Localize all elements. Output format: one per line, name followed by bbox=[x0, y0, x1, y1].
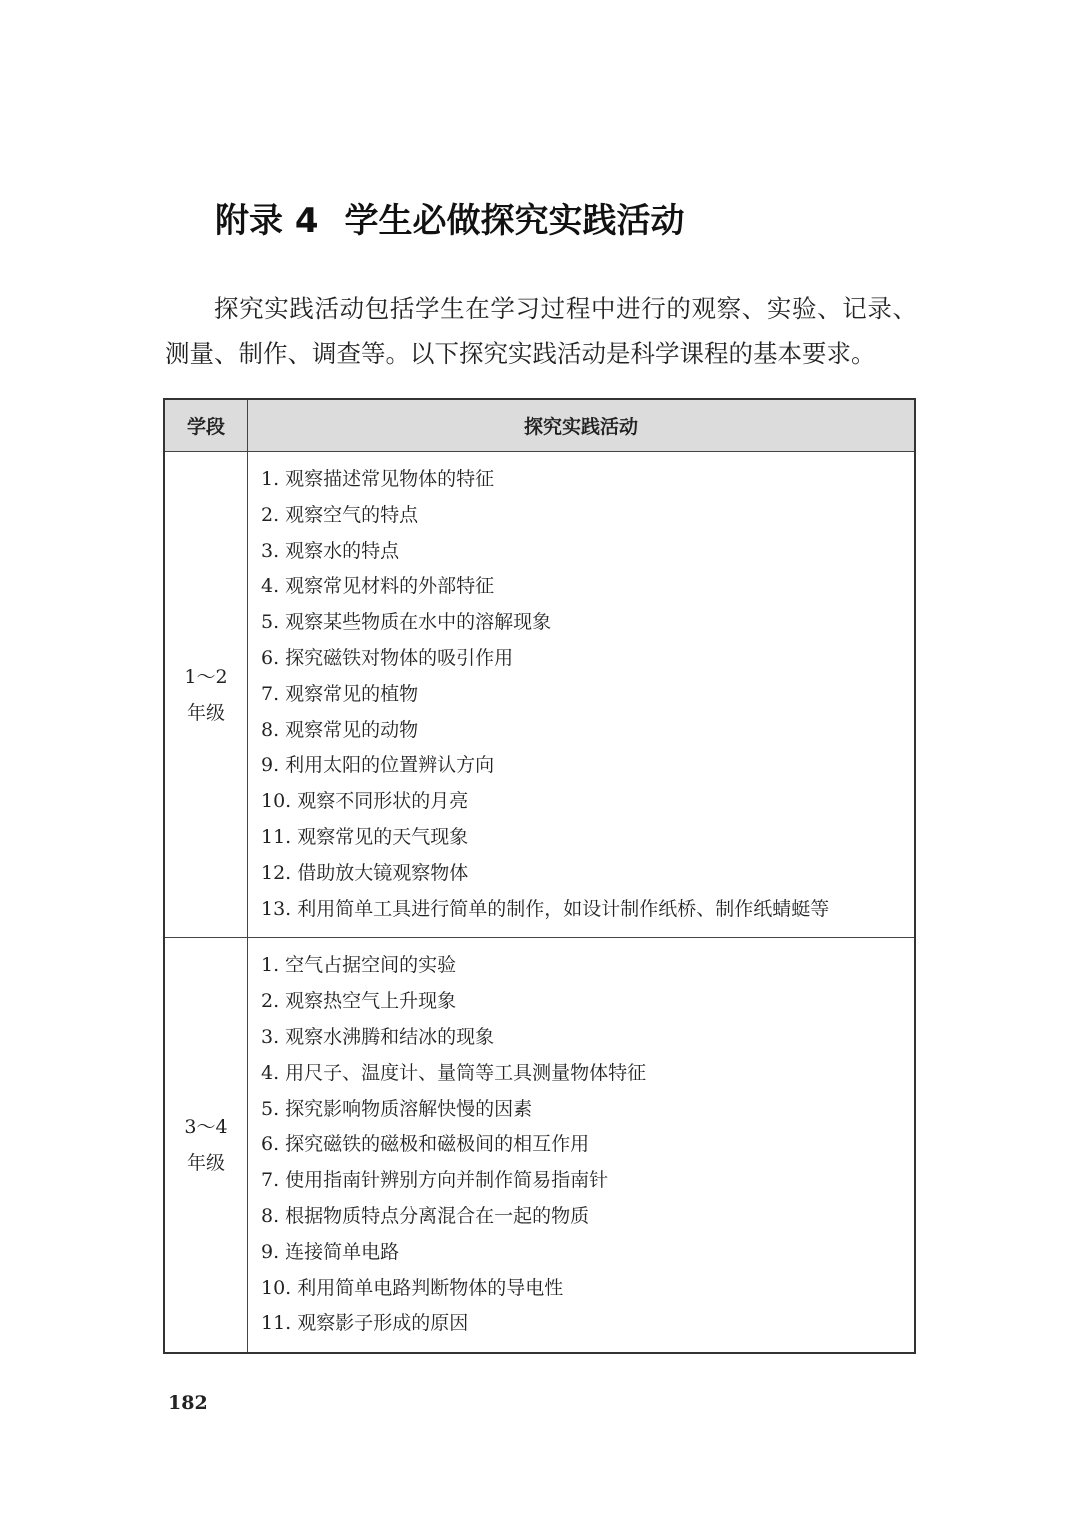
activity-item: 5. 探究影响物质溶解快慢的因素 bbox=[261, 1097, 533, 1120]
activity-item: 8. 观察常见的动物 bbox=[261, 718, 419, 741]
activity-item: 6. 探究磁铁的磁极和磁极间的相互作用 bbox=[261, 1133, 590, 1156]
activities-cell-grade-3-4 bbox=[248, 938, 916, 1353]
table-row-grade-1-2 bbox=[164, 452, 915, 938]
table-row-grade-3-4 bbox=[164, 938, 915, 1353]
appendix-heading bbox=[215, 196, 685, 246]
activity-item: 11. 观察影子形成的原因 bbox=[261, 1312, 469, 1335]
activities-cell-grade-1-2 bbox=[248, 452, 916, 938]
intro-paragraph-block bbox=[165, 286, 917, 376]
stage-cell-grade-1-2 bbox=[164, 452, 248, 938]
activity-item: 7. 观察常见的植物 bbox=[261, 682, 419, 705]
stage-unit: 年级 bbox=[186, 1152, 225, 1175]
activity-item: 9. 利用太阳的位置辨认方向 bbox=[261, 754, 495, 777]
activity-item: 12. 借助放大镜观察物体 bbox=[261, 861, 469, 884]
appendix-title: 学生必做探究实践活动 bbox=[344, 201, 685, 241]
activity-item: 3. 观察水的特点 bbox=[261, 539, 400, 562]
stage-unit: 年级 bbox=[186, 701, 225, 724]
activity-list-grade-1-2 bbox=[261, 462, 914, 927]
activity-item: 8. 根据物质特点分离混合在一起的物质 bbox=[261, 1204, 590, 1227]
activity-item: 1. 观察描述常见物体的特征 bbox=[261, 468, 495, 490]
header-stage: 学段 bbox=[164, 399, 248, 452]
page-number: 182 bbox=[168, 1392, 208, 1414]
activity-item: 2. 观察热空气上升现象 bbox=[261, 990, 457, 1013]
activity-item: 6. 探究磁铁对物体的吸引作用 bbox=[261, 646, 514, 669]
activity-item: 11. 观察常见的天气现象 bbox=[261, 825, 469, 848]
activity-item: 10. 观察不同形状的月亮 bbox=[261, 790, 469, 813]
stage-range: 3～4 bbox=[184, 1116, 228, 1139]
activity-item: 4. 观察常见材料的外部特征 bbox=[261, 575, 495, 598]
activities-table bbox=[163, 398, 916, 1354]
appendix-label: 附录 4 bbox=[215, 201, 319, 241]
activity-item: 3. 观察水沸腾和结冰的现象 bbox=[261, 1025, 495, 1048]
table-header-row bbox=[164, 399, 915, 452]
activity-item: 9. 连接简单电路 bbox=[261, 1240, 400, 1263]
activity-item: 4. 用尺子、温度计、量筒等工具测量物体特征 bbox=[261, 1061, 647, 1084]
activity-item: 2. 观察空气的特点 bbox=[261, 503, 419, 526]
activity-item: 7. 使用指南针辨别方向并制作简易指南针 bbox=[261, 1169, 609, 1192]
activity-item: 1. 空气占据空间的实验 bbox=[261, 954, 457, 977]
activity-list-grade-3-4 bbox=[261, 948, 914, 1342]
intro-paragraph: 探究实践活动包括学生在学习过程中进行的观察、实验、记录、测量、制作、调查等。以下探究实践活动是科学课程的基本要求。 bbox=[165, 294, 917, 368]
stage-range: 1～2 bbox=[184, 665, 228, 688]
activity-item: 13. 利用简单工具进行简单的制作，如设计制作纸桥、制作纸蜻蜓等 bbox=[261, 897, 830, 920]
stage-cell-grade-3-4 bbox=[164, 938, 248, 1353]
activity-item: 5. 观察某些物质在水中的溶解现象 bbox=[261, 611, 552, 634]
activity-item: 10. 利用简单电路判断物体的导电性 bbox=[261, 1276, 564, 1299]
header-activities: 探究实践活动 bbox=[248, 399, 916, 452]
